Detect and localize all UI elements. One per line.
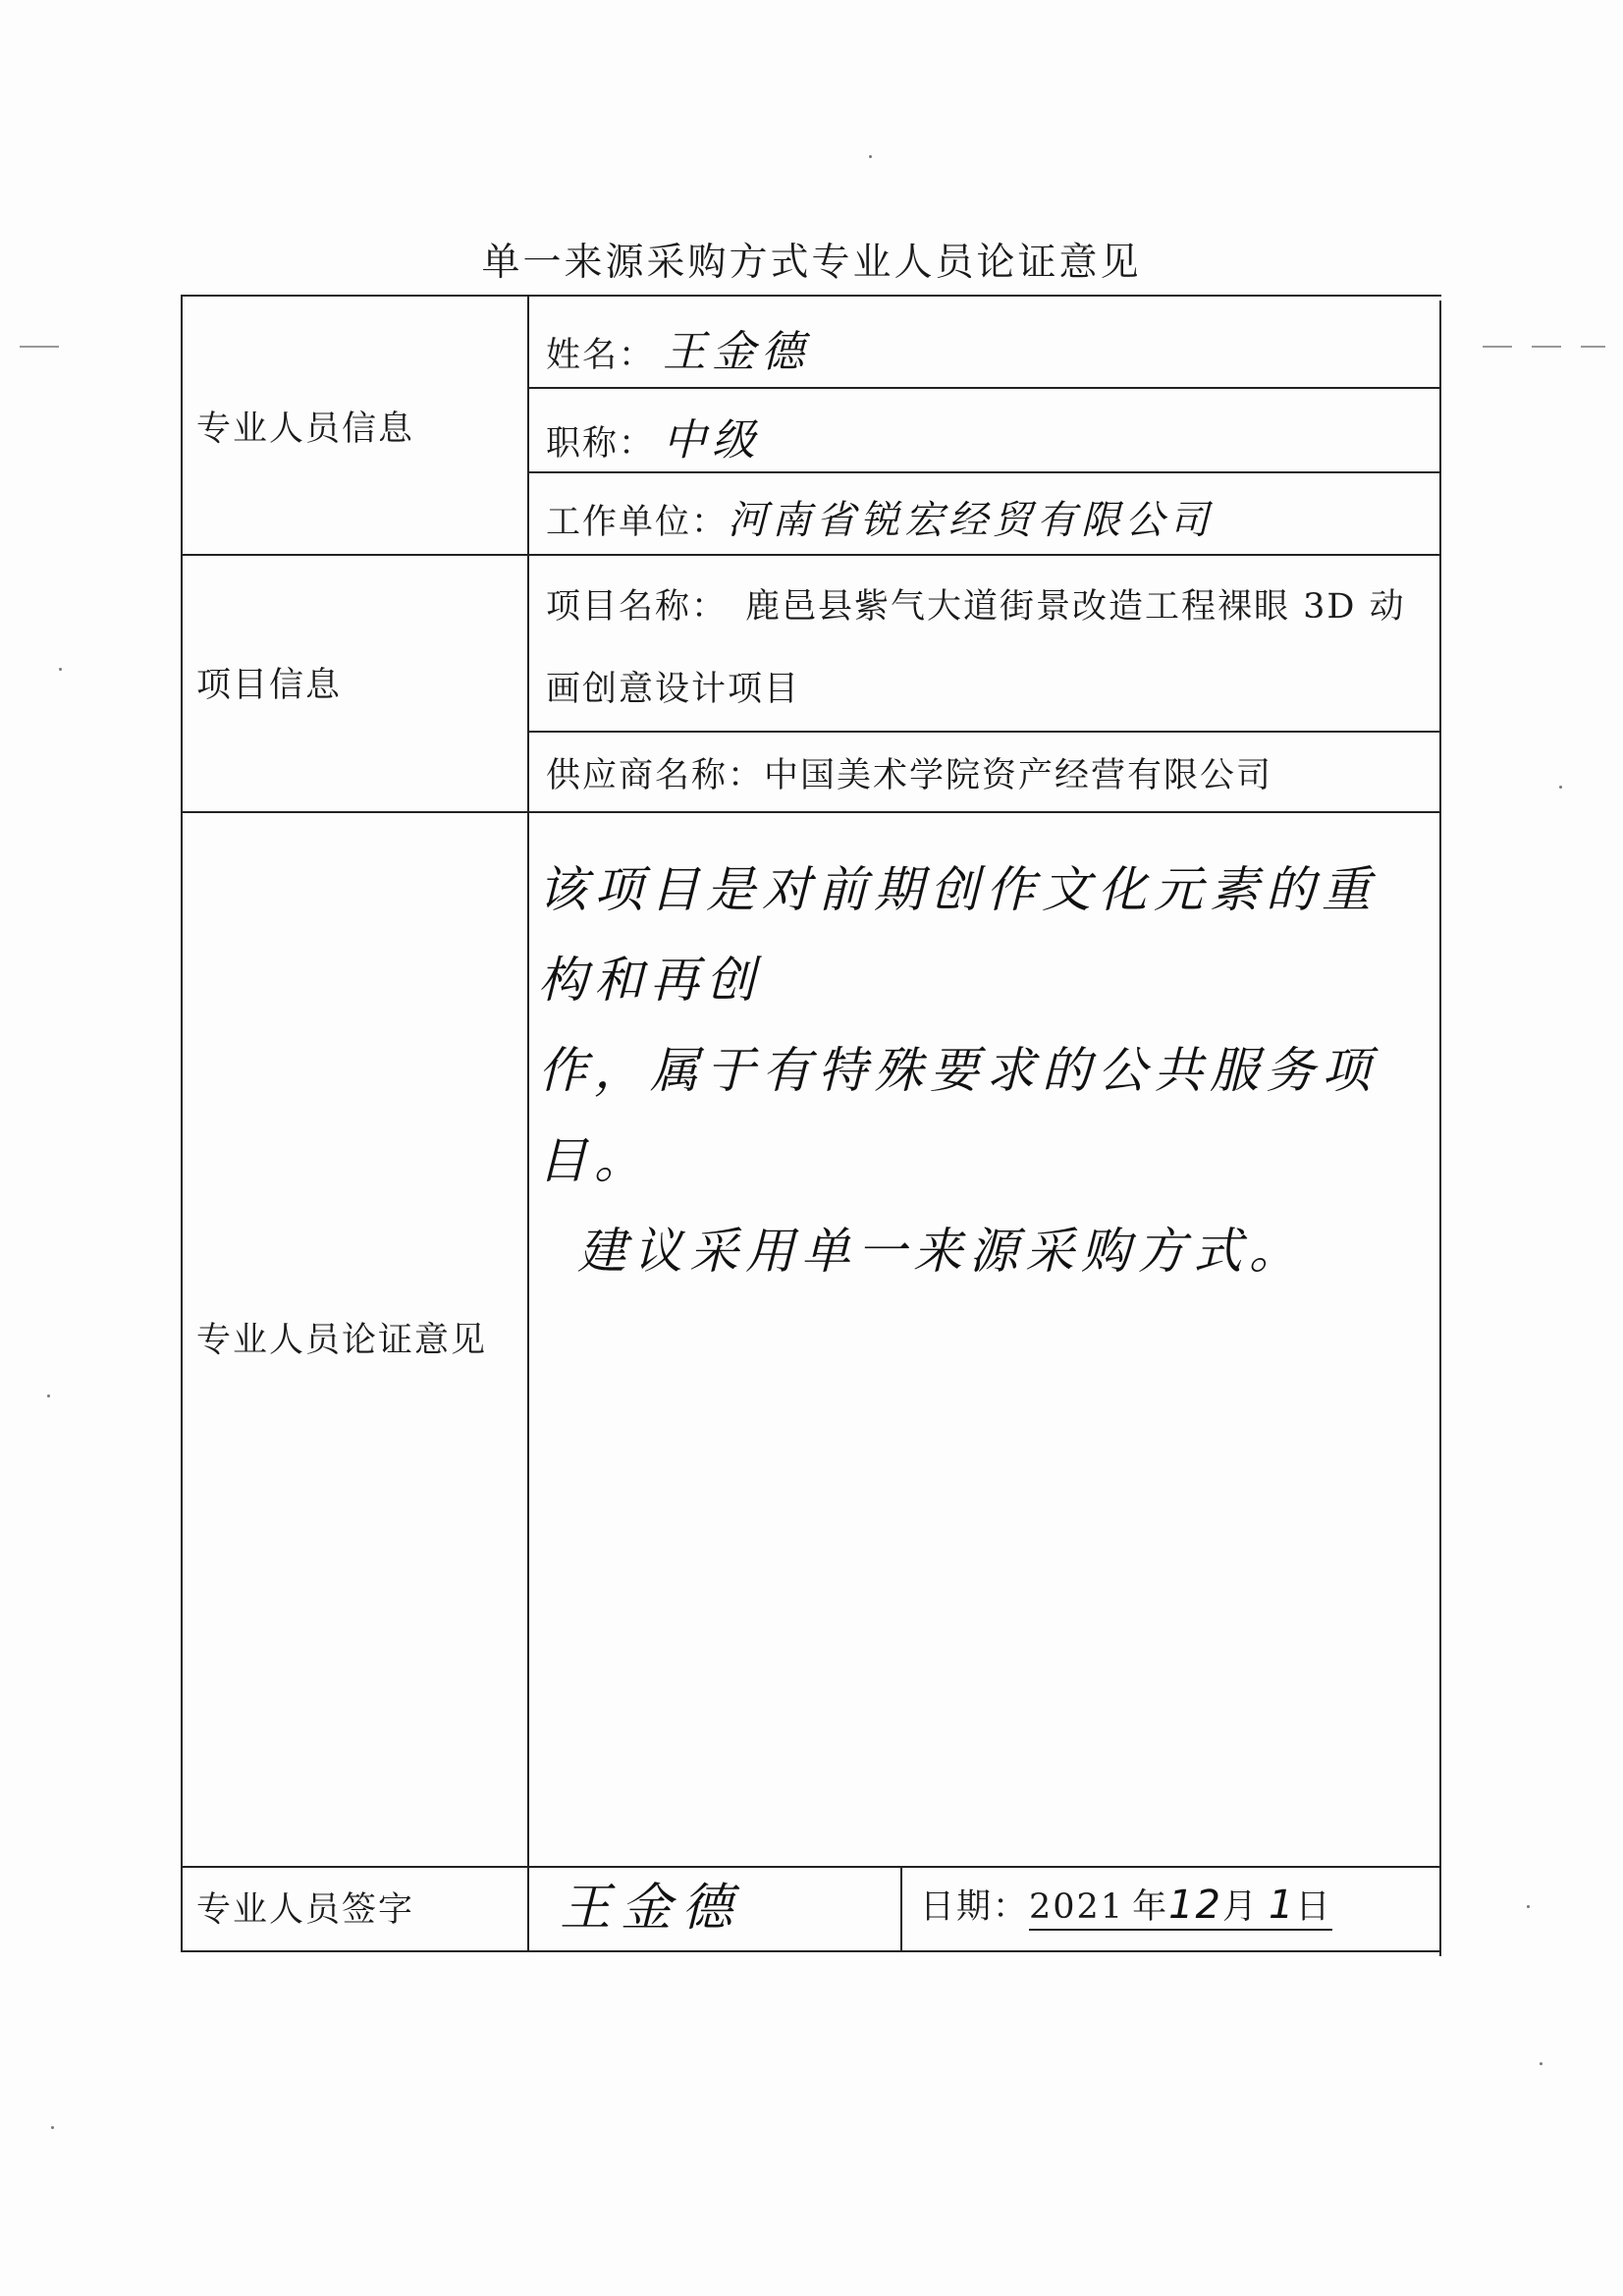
supplier-value: 中国美术学院资产经营有限公司	[764, 756, 1273, 795]
date-day-unit: 日	[1295, 1887, 1332, 1927]
scan-dot	[1540, 2062, 1542, 2065]
scan-dash	[1581, 346, 1605, 348]
supplier-label: 供应商名称：	[546, 756, 765, 795]
date-month: 12	[1168, 1883, 1223, 1928]
scan-dash	[1532, 346, 1561, 348]
name-field	[546, 316, 810, 379]
project-name-line1: 鹿邑县紫气大道街景改造工程裸眼 3D 动	[745, 587, 1406, 627]
title-field	[546, 405, 761, 467]
date-day: 1	[1269, 1883, 1296, 1928]
employer-label: 工作单位：	[546, 503, 729, 542]
scan-dot	[1527, 1905, 1530, 1908]
label-signature: 专业人员签字	[196, 1890, 415, 1930]
table-divider-date	[900, 1868, 902, 1952]
page-title: 单一来源采购方式专业人员论证意见	[481, 241, 1142, 285]
employer-value: 河南省锐宏经贸有限公司	[728, 498, 1215, 543]
project-name-label: 项目名称：	[546, 587, 729, 627]
row-divider-personnel	[181, 554, 1441, 556]
table-border-bottom	[181, 1950, 1441, 1952]
signature-handwritten: 王金德	[560, 1879, 743, 1938]
scan-dash	[20, 346, 59, 348]
row-divider-project-name	[527, 731, 1441, 733]
row-divider-opinion	[181, 1866, 1441, 1868]
scan-dot	[51, 2126, 54, 2129]
date-value	[1029, 1883, 1332, 1931]
opinion-line-3: 建议采用单一来源采购方式。	[577, 1223, 1305, 1280]
title-value: 中级	[663, 415, 762, 465]
name-label: 姓名：	[546, 336, 656, 375]
label-personnel-info: 专业人员信息	[196, 410, 415, 449]
scan-dot	[59, 668, 62, 671]
scan-dot	[47, 1394, 50, 1397]
date-label: 日期：	[920, 1887, 1030, 1927]
row-divider-project	[181, 811, 1441, 813]
label-opinion: 专业人员论证意见	[196, 1321, 488, 1360]
opinion-line-2: 作，属于有特殊要求的公共服务项目。	[538, 1042, 1378, 1189]
table-border-left	[181, 295, 183, 1952]
employer-field	[546, 489, 1214, 545]
opinion-text	[538, 845, 1422, 1296]
title-label: 职称：	[546, 424, 656, 464]
opinion-line-1: 该项目是对前期创作文化元素的重构和再创	[538, 861, 1378, 1009]
scan-dash	[1483, 346, 1512, 348]
label-project-info: 项目信息	[196, 666, 343, 705]
date-year: 2021	[1029, 1887, 1125, 1927]
project-name-field	[546, 579, 1406, 629]
supplier-field	[546, 748, 1272, 797]
project-name-line2: 画创意设计项目	[546, 670, 801, 709]
row-divider-name	[527, 387, 1441, 389]
date-field	[920, 1880, 1332, 1929]
date-year-unit: 年	[1132, 1887, 1169, 1927]
table-border-right	[1439, 301, 1441, 1956]
table-border-top	[181, 295, 1441, 297]
row-divider-title	[527, 471, 1441, 473]
scan-dot	[869, 155, 872, 158]
date-month-unit: 月	[1222, 1887, 1260, 1927]
scan-dot	[1559, 786, 1562, 789]
table-divider-column	[527, 297, 529, 1952]
project-name-line2-field	[546, 662, 800, 711]
name-value: 王金德	[663, 327, 811, 377]
